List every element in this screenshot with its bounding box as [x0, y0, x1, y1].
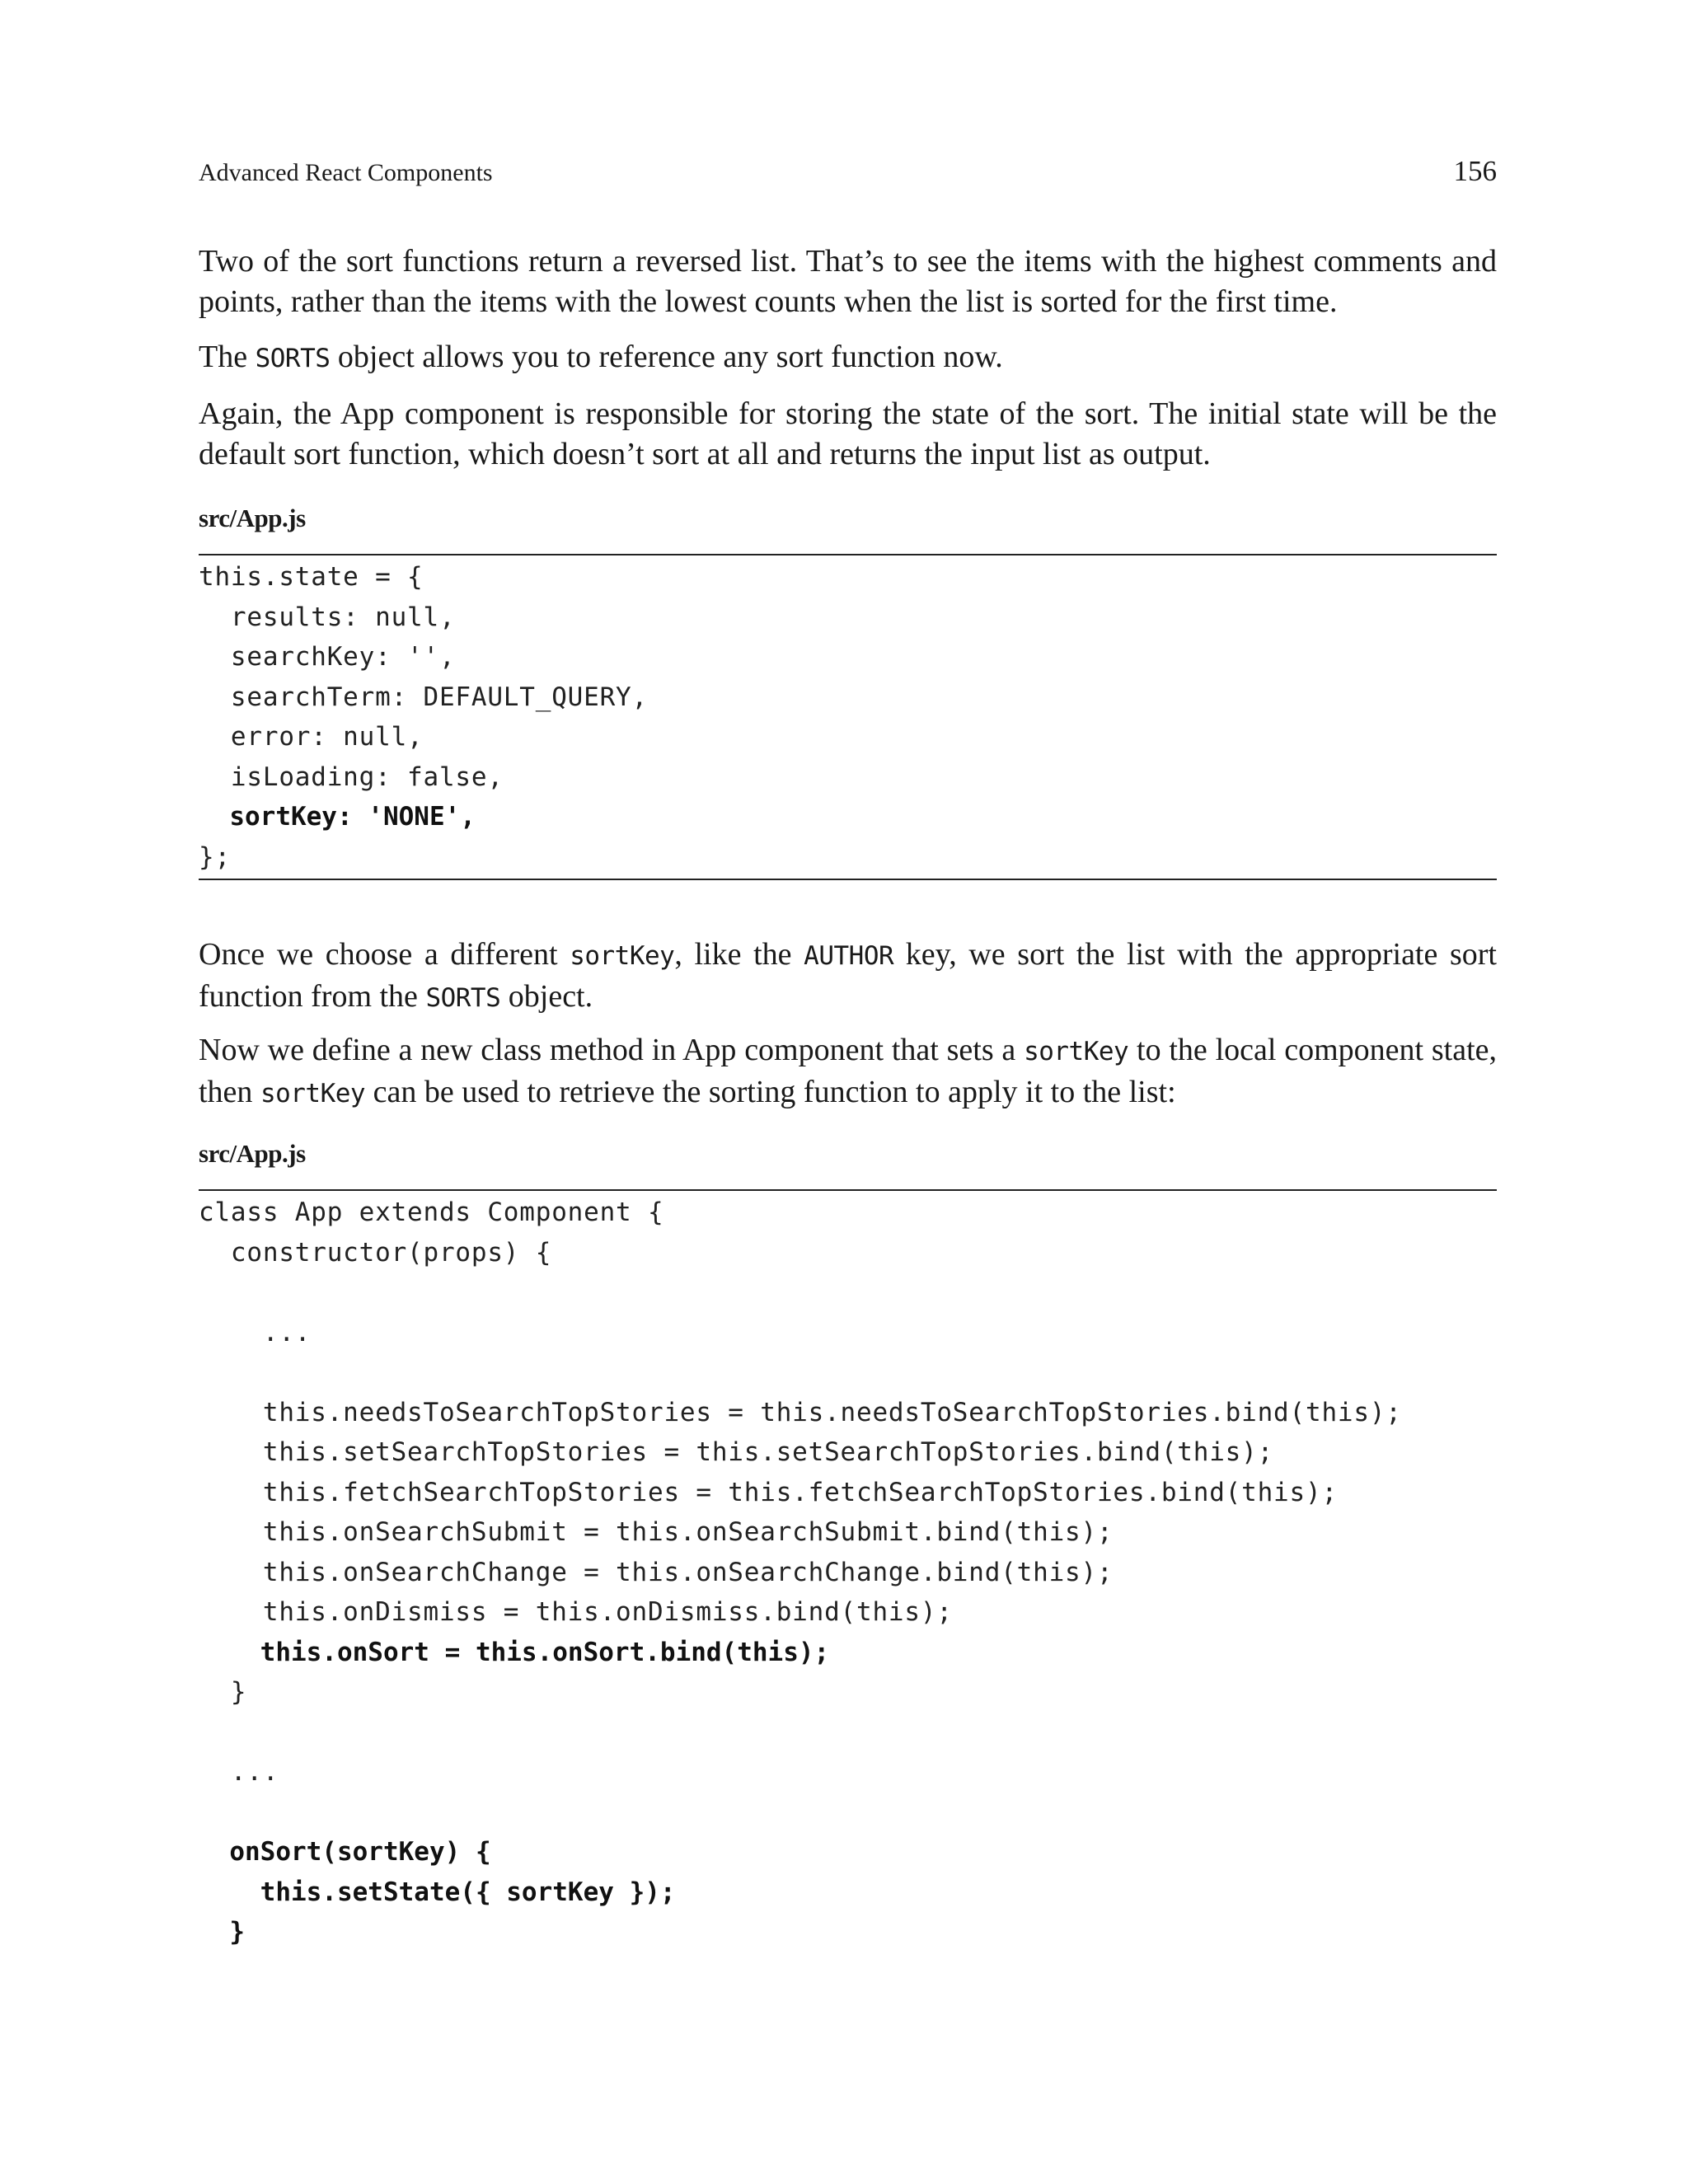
code-line: onSort(sortKey) { [199, 1837, 491, 1867]
text-run: object. [500, 979, 593, 1014]
chapter-title: Advanced React Components [199, 159, 493, 186]
code-block-state [199, 554, 1497, 880]
code-line: }; [199, 841, 231, 872]
text-run: key, we sort the list with the appropriate sort function from the [199, 937, 1497, 1014]
code-line: results: null, [199, 602, 456, 632]
inline-code: sortKey [570, 941, 675, 971]
text-run: Now we define a new class method in App component that sets a [199, 1033, 1025, 1067]
code-line: ... [199, 1757, 279, 1787]
paragraph-class-method [199, 1030, 1497, 1114]
code-line: this.onSearchChange = this.onSearchChange.bind(this); [199, 1557, 1114, 1587]
text-run: Once we choose a different [199, 937, 570, 972]
inline-code: SORTS [425, 983, 501, 1013]
code-line: ... [199, 1317, 312, 1347]
inline-code: sortKey [260, 1079, 366, 1108]
code-block-app-class [199, 1189, 1497, 1952]
inline-code: sortKey [1024, 1037, 1129, 1066]
paragraph-app-state: Again, the App component is responsible for storing the state of the sort. The initial state will be the default sort function, which doesn’t sort at all and returns the input list as output. [199, 396, 1497, 471]
code-line: this.fetchSearchTopStories = this.fetchSearchTopStories.bind(this); [199, 1477, 1338, 1507]
text-run: object allows you to reference any sort function now. [330, 340, 1003, 374]
paragraph-sortkey-choice [199, 935, 1497, 1019]
code-line: searchTerm: DEFAULT_QUERY, [199, 682, 648, 712]
code-line: this.onDismiss = this.onDismiss.bind(this); [199, 1597, 953, 1627]
code-caption: src/App.js [199, 504, 306, 532]
code-line [199, 1352, 1497, 1393]
code-line: searchKey: '', [199, 642, 456, 672]
code-line: class App extends Component { [199, 1197, 664, 1227]
code-line: this.onSearchSubmit = this.onSearchSubmit.bind(this); [199, 1517, 1114, 1547]
code-line: } [199, 1917, 245, 1947]
code-caption: src/App.js [199, 1139, 306, 1168]
code-line: this.setState({ sortKey }); [199, 1877, 676, 1907]
code-line: sortKey: 'NONE', [199, 802, 476, 832]
inline-code: SORTS [255, 344, 331, 373]
text-run: can be used to retrieve the sorting function to apply it to the list: [365, 1075, 1176, 1109]
code-line: this.setSearchTopStories = this.setSearchTopStories.bind(this); [199, 1437, 1274, 1467]
code-line: this.onSort = this.onSort.bind(this); [199, 1637, 830, 1667]
text-run: The [199, 340, 256, 374]
text-run: to the local component state, then [199, 1033, 1497, 1109]
code-line: error: null, [199, 722, 424, 752]
code-line [199, 1793, 1497, 1833]
paragraph-sort-reversed: Two of the sort functions return a reversed list. That’s to see the items with the highest comments and points, rather than the items with the lowest counts when the list is sorted for the first time. [199, 244, 1497, 319]
code-line: this.needsToSearchTopStories = this.needsToSearchTopStories.bind(this); [199, 1397, 1402, 1427]
code-line: constructor(props) { [199, 1237, 552, 1268]
paragraph-sorts-object [199, 337, 1497, 379]
text-run: , like the [674, 937, 804, 972]
page-number: 156 [1453, 155, 1497, 187]
code-line [199, 1713, 1497, 1753]
code-line [199, 1272, 1497, 1313]
inline-code: AUTHOR [804, 941, 894, 971]
code-line: } [199, 1677, 247, 1707]
running-header [199, 157, 1497, 190]
code-line: isLoading: false, [199, 762, 504, 792]
code-line: this.state = { [199, 562, 424, 592]
